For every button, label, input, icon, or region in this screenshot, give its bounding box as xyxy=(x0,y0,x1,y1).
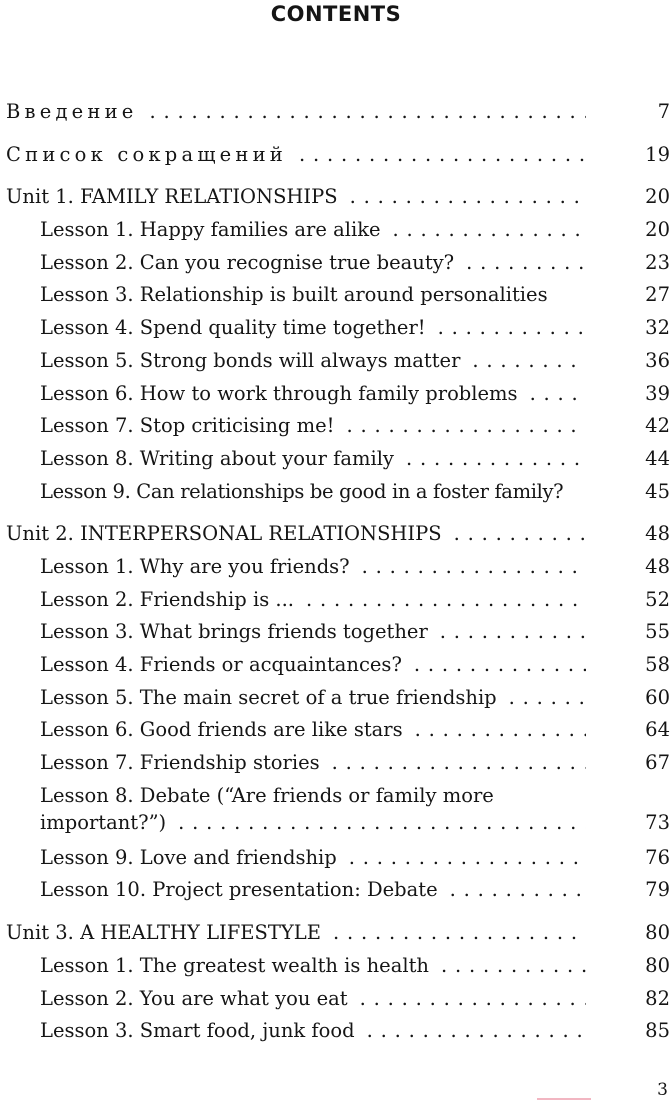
toc-entry-lesson[interactable] xyxy=(6,653,670,686)
dot-leader xyxy=(166,811,586,834)
toc-entry-title: Lesson 2. You are what you eat xyxy=(40,986,348,1010)
toc-entry-lesson[interactable] xyxy=(6,283,670,316)
dot-leader xyxy=(287,143,586,166)
dot-leader xyxy=(381,218,586,241)
toc-entry-page: 48 xyxy=(645,554,670,578)
toc-entry-page: 67 xyxy=(645,751,670,775)
toc-entry-lesson[interactable] xyxy=(6,555,670,588)
toc-entry-unit-2[interactable] xyxy=(6,522,670,555)
toc-entry-page: 7 xyxy=(657,100,670,123)
toc-entry-lesson[interactable] xyxy=(6,751,670,784)
toc-entry-lesson[interactable] xyxy=(6,218,670,251)
toc-entry-title: Lesson 9. Can relationships be good in a foster family? xyxy=(40,479,564,503)
toc-entry-page: 39 xyxy=(645,381,670,405)
page-number: 3 xyxy=(657,1080,668,1100)
table-of-contents xyxy=(6,100,670,1052)
dot-leader xyxy=(338,185,586,208)
toc-entry-unit-1[interactable] xyxy=(6,185,670,218)
toc-entry-title: Lesson 5. The main secret of a true friendship xyxy=(40,685,497,709)
toc-entry-title: Lesson 10. Project presentation: Debate xyxy=(40,878,438,902)
toc-entry-lesson[interactable] xyxy=(6,620,670,653)
toc-entry-page: 58 xyxy=(645,653,670,676)
toc-entry-title: Lesson 8. Debate (“Are friends or family more xyxy=(40,783,494,807)
toc-entry-lesson[interactable] xyxy=(6,987,670,1020)
toc-entry-page: 85 xyxy=(645,1019,670,1043)
toc-entry-lesson[interactable] xyxy=(6,349,670,382)
dot-leader xyxy=(294,588,586,611)
toc-entry-page: 44 xyxy=(645,446,670,470)
dot-leader xyxy=(460,349,586,372)
toc-entry-page: 76 xyxy=(645,845,670,869)
dot-leader xyxy=(334,414,586,437)
dot-leader xyxy=(426,316,586,339)
toc-entry-page: 32 xyxy=(645,316,670,340)
toc-entry-title: Lesson 3. Relationship is built around personalities xyxy=(40,283,548,307)
toc-entry-page: 55 xyxy=(645,620,670,644)
toc-entry-page: 52 xyxy=(645,587,670,611)
toc-entry-introduction[interactable] xyxy=(6,100,670,133)
toc-entry-title: Введение xyxy=(6,100,138,123)
toc-entry-page: 20 xyxy=(645,218,670,242)
dot-leader xyxy=(403,718,586,741)
toc-entry-page: 42 xyxy=(645,414,670,438)
toc-entry-title: Unit 1. FAMILY RELATIONSHIPS xyxy=(6,185,338,209)
toc-entry-title: Lesson 1. Happy families are alike xyxy=(40,218,381,242)
dot-leader xyxy=(138,100,586,123)
toc-entry-title: Lesson 9. Love and friendship xyxy=(40,845,337,869)
dot-leader xyxy=(442,522,586,545)
dot-leader xyxy=(428,620,586,643)
toc-entry-lesson[interactable] xyxy=(6,718,670,751)
toc-entry-page: 19 xyxy=(645,142,670,166)
pink-mark xyxy=(537,1098,591,1100)
toc-entry-title: Lesson 7. Stop criticising me! xyxy=(40,414,335,438)
toc-entry-title: Lesson 3. Smart food, junk food xyxy=(40,1019,355,1043)
dot-leader xyxy=(350,555,586,578)
toc-entry-lesson[interactable] xyxy=(6,846,670,879)
toc-entry-title: Lesson 6. How to work through family problems xyxy=(40,381,518,405)
dot-leader xyxy=(321,921,586,944)
toc-entry-lesson[interactable] xyxy=(6,588,670,621)
dot-leader xyxy=(337,846,586,869)
toc-entry-title: Lesson 5. Strong bonds will always matter xyxy=(40,348,461,372)
toc-entry-lesson[interactable] xyxy=(6,251,670,284)
toc-entry-unit-3[interactable] xyxy=(6,921,670,954)
toc-entry-lesson[interactable] xyxy=(6,878,670,911)
dot-leader xyxy=(454,251,586,274)
toc-entry-title: Lesson 2. Can you recognise true beauty? xyxy=(40,250,455,274)
toc-entry-lesson[interactable] xyxy=(6,480,670,513)
toc-entry-title: Lesson 1. The greatest wealth is health xyxy=(40,953,429,977)
contents-heading: CONTENTS xyxy=(270,2,402,26)
toc-entry-title: Lesson 6. Good friends are like stars xyxy=(40,718,403,742)
toc-entry-title: Lesson 4. Spend quality time together! xyxy=(40,316,426,340)
dot-leader xyxy=(348,987,586,1010)
toc-entry-title: Lesson 4. Friends or acquaintances? xyxy=(40,653,402,676)
dot-leader xyxy=(429,954,586,977)
toc-entry-page: 80 xyxy=(645,953,670,977)
toc-entry-lesson[interactable] xyxy=(6,784,670,843)
toc-entry-title: Lesson 1. Why are you friends? xyxy=(40,554,350,578)
toc-entry-title: Lesson 3. What brings friends together xyxy=(40,620,428,644)
toc-entry-lesson[interactable] xyxy=(6,316,670,349)
toc-entry-lesson[interactable] xyxy=(6,1019,670,1052)
toc-entry-page: 73 xyxy=(645,810,670,834)
toc-entry-page: 20 xyxy=(645,185,670,209)
toc-entry-lesson[interactable] xyxy=(6,382,670,415)
toc-entry-abbreviations[interactable] xyxy=(6,143,670,176)
toc-entry-title: Lesson 8. Writing about your family xyxy=(40,446,394,470)
toc-entry-page: 23 xyxy=(645,250,670,274)
toc-entry-lesson[interactable] xyxy=(6,954,670,987)
toc-entry-lesson[interactable] xyxy=(6,686,670,719)
toc-entry-lesson[interactable] xyxy=(6,414,670,447)
dot-leader xyxy=(394,447,586,470)
dot-leader xyxy=(497,686,586,709)
toc-entry-page: 45 xyxy=(645,479,670,503)
toc-entry-title: Список сокращений xyxy=(6,142,287,166)
dot-leader xyxy=(355,1019,586,1042)
toc-entry-title-continued: important?”) xyxy=(40,810,167,834)
toc-entry-title: Unit 3. A HEALTHY LIFESTYLE xyxy=(6,921,321,945)
toc-entry-page: 48 xyxy=(645,522,670,546)
dot-leader xyxy=(438,878,586,901)
toc-entry-title: Lesson 2. Friendship is ... xyxy=(40,587,294,611)
dot-leader xyxy=(320,751,586,774)
toc-entry-page: 80 xyxy=(645,921,670,945)
toc-entry-lesson[interactable] xyxy=(6,447,670,480)
toc-entry-page: 79 xyxy=(645,878,670,902)
toc-entry-title: Unit 2. INTERPERSONAL RELATIONSHIPS xyxy=(6,522,442,546)
toc-entry-page: 27 xyxy=(645,283,670,307)
dot-leader xyxy=(518,382,586,405)
toc-entry-page: 60 xyxy=(645,685,670,709)
dot-leader xyxy=(402,653,586,676)
toc-entry-title: Lesson 7. Friendship stories xyxy=(40,751,320,775)
toc-entry-page: 82 xyxy=(645,986,670,1010)
toc-entry-page: 36 xyxy=(645,348,670,372)
toc-entry-page: 64 xyxy=(645,718,670,742)
